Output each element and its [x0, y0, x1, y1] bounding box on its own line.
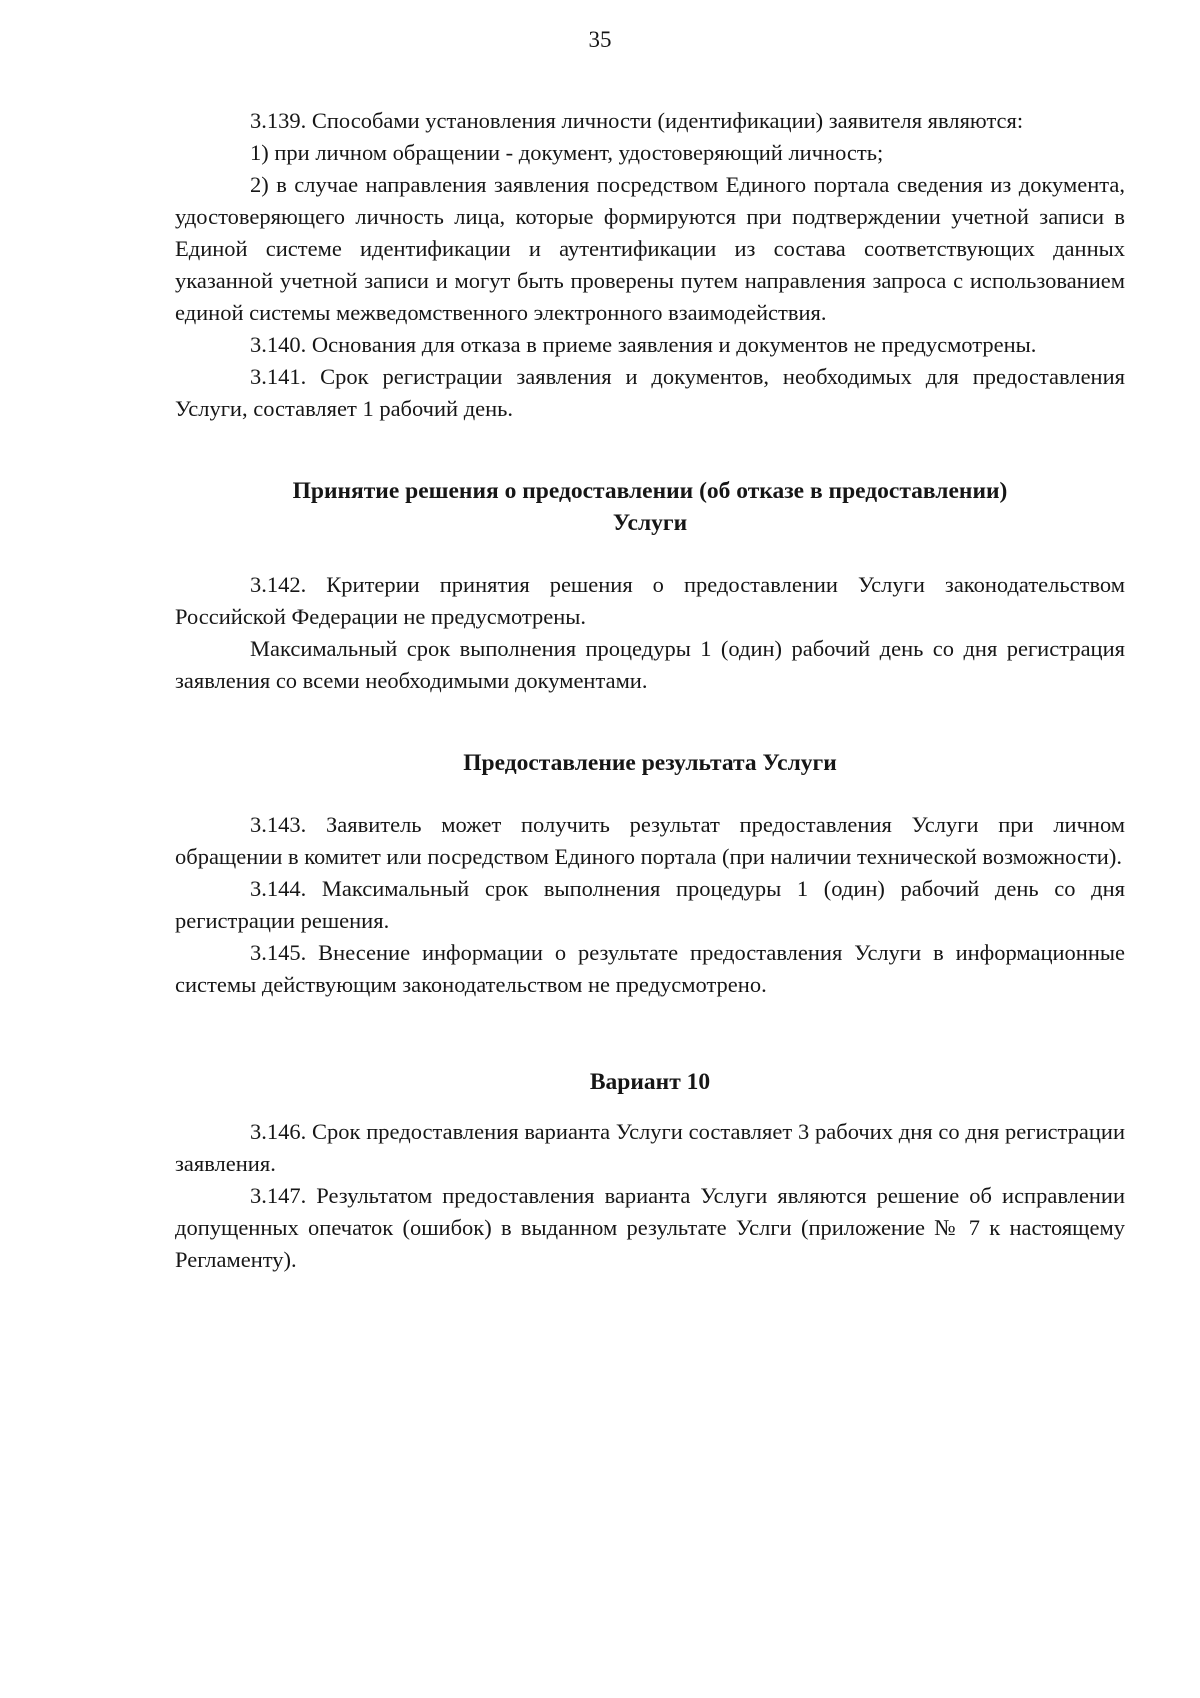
section-heading-decision-line1: Принятие решения о предоставлении (об отказе в предоставлении) [292, 478, 1008, 504]
document-body [175, 105, 1125, 1276]
list-item-2: 2) в случае направления заявления посредством Единого портала сведения из документа, удостоверяющего личность лица, которые формируются при подтверждении учетной записи в Единой системе идентификации и аутентификации из состава соответствующих данных указанной учетной записи и могут быть проверены путем направления запроса с использованием единой системы межведомственного электронного взаимодействия. [175, 172, 1125, 325]
list-item-1: 1) при личном обращении - документ, удостоверяющий личность; [250, 140, 884, 165]
section-heading-result: Предоставление результата Услуги [463, 750, 837, 776]
paragraph-3-145: 3.145. Внесение информации о результате предоставления Услуги в информационные системы действующим законодательством не предусмотрено. [175, 940, 1125, 997]
paragraph-3-143: 3.143. Заявитель может получить результат предоставления Услуги при личном обращении в комитет или посредством Единого портала (при наличии технической возможности). [175, 812, 1125, 869]
paragraph-3-139: 3.139. Способами установления личности (идентификации) заявителя являются: [250, 108, 1024, 133]
section-heading-variant-10: Вариант 10 [589, 1069, 711, 1095]
section-heading-decision [175, 475, 1125, 539]
paragraph-max-term: Максимальный срок выполнения процедуры 1 (один) рабочий день со дня регистрация заявления со всеми необходимыми документами. [175, 636, 1125, 693]
section-heading-decision-line2: Услуги [612, 510, 688, 536]
paragraph-3-142: 3.142. Критерии принятия решения о предоставлении Услуги законодательством Российской Федерации не предусмотрены. [175, 572, 1125, 629]
page-number: 35 [588, 27, 612, 52]
paragraph-3-144: 3.144. Максимальный срок выполнения процедуры 1 (один) рабочий день со дня регистрации решения. [175, 876, 1125, 933]
paragraph-3-140: 3.140. Основания для отказа в приеме заявления и документов не предусмотрены. [250, 332, 1037, 357]
paragraph-3-147: 3.147. Результатом предоставления варианта Услуги являются решение об исправлении допущенных опечаток (ошибок) в выданном результате Услги (приложение № 7 к настоящему Регламенту). [175, 1183, 1125, 1272]
paragraph-3-141: 3.141. Срок регистрации заявления и документов, необходимых для предоставления Услуги, составляет 1 рабочий день. [175, 364, 1125, 421]
paragraph-3-146: 3.146. Срок предоставления варианта Услуги составляет 3 рабочих дня со дня регистрации заявления. [175, 1119, 1125, 1176]
